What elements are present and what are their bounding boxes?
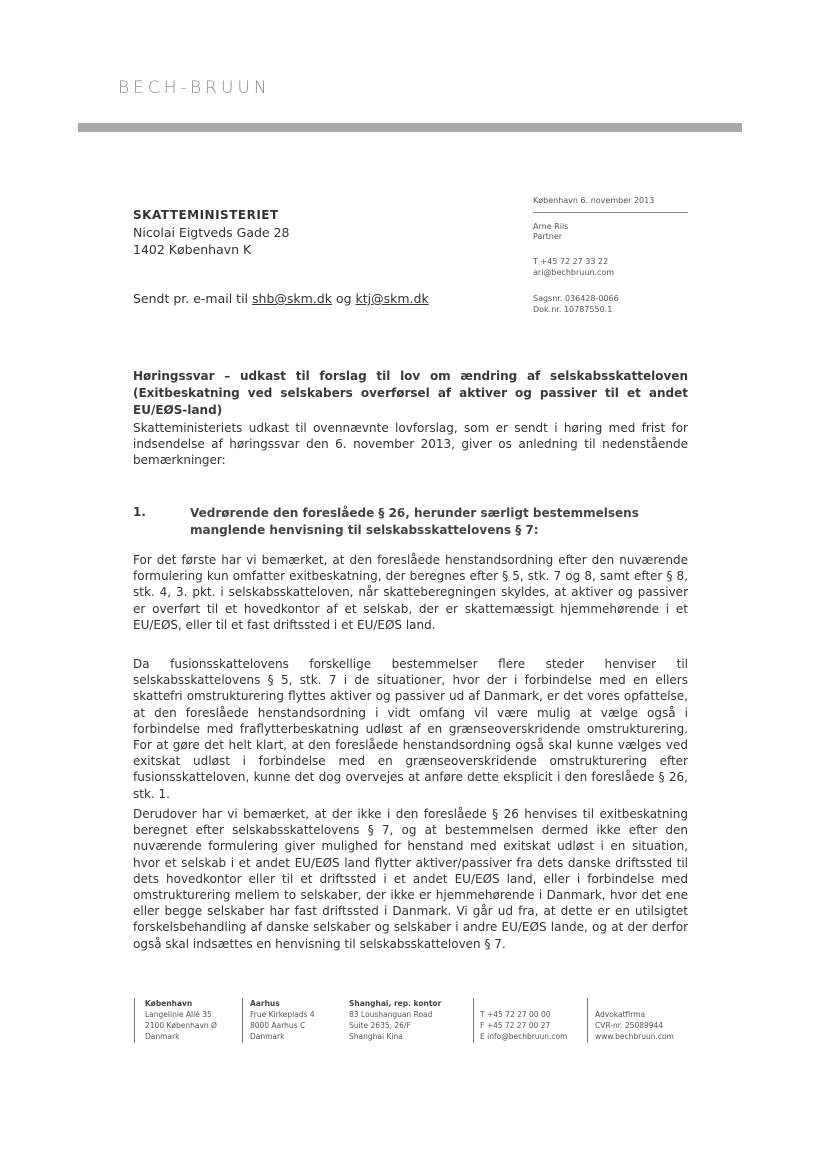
sent-prefix: Sendt pr. e-mail til bbox=[133, 291, 253, 306]
office-line: 8000 Aarhus C bbox=[250, 1021, 306, 1030]
firm-website[interactable]: www.bechbruun.com bbox=[595, 1032, 674, 1041]
meta-divider bbox=[533, 212, 688, 213]
footer-office-copenhagen bbox=[145, 998, 217, 1042]
case-number: Sagsnr. 036428-0066 bbox=[533, 294, 619, 303]
sender-title: Partner bbox=[533, 232, 563, 241]
header-rule bbox=[78, 123, 742, 132]
footer-separator bbox=[242, 998, 243, 1043]
footer-office-shanghai bbox=[349, 998, 441, 1042]
recipient-street: Nicolai Eigtveds Gade 28 bbox=[133, 225, 290, 240]
office-line: Shanghai Kina bbox=[349, 1032, 403, 1041]
sender-phone: T +45 72 27 33 22 bbox=[533, 257, 609, 266]
office-title: København bbox=[145, 999, 193, 1008]
footer-phone: T +45 72 27 00 00 bbox=[480, 1010, 551, 1019]
footer-contact bbox=[480, 1009, 567, 1042]
footer-email[interactable]: E info@bechbruun.com bbox=[480, 1032, 568, 1041]
office-line: Suite 2635, 26/F bbox=[349, 1021, 411, 1030]
sender-name: Arne Riis bbox=[533, 222, 569, 231]
company-logo: BECH-BRUUN bbox=[118, 78, 271, 98]
letter-date: København 6. november 2013 bbox=[533, 196, 655, 205]
firm-type: Advokatfirma bbox=[595, 1010, 646, 1019]
office-title: Shanghai, rep. kontor bbox=[349, 999, 442, 1008]
sent-line bbox=[133, 291, 429, 306]
recipient-address bbox=[133, 207, 290, 258]
sender-email: ari@bechbruun.com bbox=[533, 268, 615, 277]
intro-paragraph: Skatteministeriets udkast til ovennævnte lovforslag, som er sendt i høring med frist for indsendelse af høringssvar den 6. november 2013, giver os anledning til nedenstående bemærkninger: bbox=[133, 421, 688, 468]
firm-cvr: CVR-nr. 25089944 bbox=[595, 1021, 664, 1030]
body-paragraph: For det første har vi bemærket, at den foreslåede henstandsordning efter den nuværende formulering kun omfatter exitbeskatning, der beregnes efter § 5, stk. 7 og 8, samt efter § 8, stk. 4, 3. pkt. i selskabsskatteloven, når skatteberegningen skyldes, at aktiver og passiver er overført til et hovedkontor af et selskab, der er skattemæssigt hjemmehørende i et EU/EØS, eller til et fast driftssted i et EU/EØS land. bbox=[133, 553, 688, 632]
letter-heading: Høringssvar – udkast til forslag til lov om ændring af selskabsskatteloven (Exitbeskatning ved selskabers overførsel af aktiver og passiver til et andet EU/EØS-land) bbox=[133, 369, 688, 417]
office-line: Langelinie Allé 35 bbox=[145, 1010, 212, 1019]
footer-separator bbox=[587, 998, 588, 1043]
office-title: Aarhus bbox=[250, 999, 280, 1008]
footer-separator bbox=[473, 998, 474, 1043]
footer-fax: F +45 72 27 00 27 bbox=[480, 1021, 551, 1030]
office-line: Danmark bbox=[145, 1032, 180, 1041]
footer-office-aarhus bbox=[250, 998, 315, 1042]
section-number: 1. bbox=[133, 505, 146, 519]
recipient-city: 1402 København K bbox=[133, 242, 252, 257]
email-link-1[interactable]: shb@skm.dk bbox=[252, 291, 332, 306]
recipient-org: SKATTEMINISTERIET bbox=[133, 208, 279, 222]
email-link-2[interactable]: ktj@skm.dk bbox=[355, 291, 429, 306]
office-line: Frue Kirkeplads 4 bbox=[250, 1010, 315, 1019]
office-line: 2100 København Ø bbox=[145, 1021, 217, 1030]
document-number: Dok.nr. 10787550.1 bbox=[533, 305, 613, 314]
body-paragraph: Da fusionsskattelovens forskellige bestemmelser flere steder henviser til selskabsskattelovens § 5, stk. 7 i de situationer, hvor der i forbindelse med en ellers skattefri omstrukturering flyttes aktiver og passiver ud af Danmark, er det vores opfattelse, at den foreslåede henstandsordning i vidt omfang vil være mulig at vælge også i forbindelse med fraflytterbeskatning udløst af en grænseoverskridende omstrukturering. For at gøre det helt klart, at den foreslåede henstandsordning også skal kunne vælges ved exitskat udløst i forbindelse med en grænseoverskridende omstrukturering efter fusionsskatteloven, kunne det dog overvejes at anføre dette eksplicit i den foreslåede § 26, stk. 1. bbox=[133, 657, 688, 801]
footer-firm bbox=[595, 1009, 674, 1042]
footer-separator bbox=[134, 998, 135, 1043]
section-title: Vedrørende den foreslåede § 26, herunder særligt bestemmelsens manglende henvisning til selskabsskattelovens § 7: bbox=[190, 506, 639, 537]
sent-middle: og bbox=[331, 291, 356, 306]
office-line: 83 Loushanguan Road bbox=[349, 1010, 433, 1019]
body-paragraph: Derudover har vi bemærket, at der ikke i den foreslåede § 26 henvises til exitbeskatning beregnet efter selskabsskattelovens § 7, og at bestemmelsen dermed ikke efter den nuværende formulering giver mulighed for henstand med exitskat udløst i en situation, hvor et selskab i et andet EU/EØS land flytter aktiver/passiver fra dets danske driftssted til dets hovedkontor eller til et driftssted i et andet EU/EØS land, eller i forbindelse med omstrukturering mellem to selskaber, der ikke er hjemmehørende i Danmark, hvor det ene eller begge selskaber har fast driftssted i Danmark. Vi går ud fra, at dette er en utilsigtet forskelsbehandling af danske selskaber og selskaber i andre EU/EØS lande, og at der derfor også skal indsættes en henvisning til selskabsskatteloven § 7. bbox=[133, 807, 688, 951]
office-line: Danmark bbox=[250, 1032, 285, 1041]
